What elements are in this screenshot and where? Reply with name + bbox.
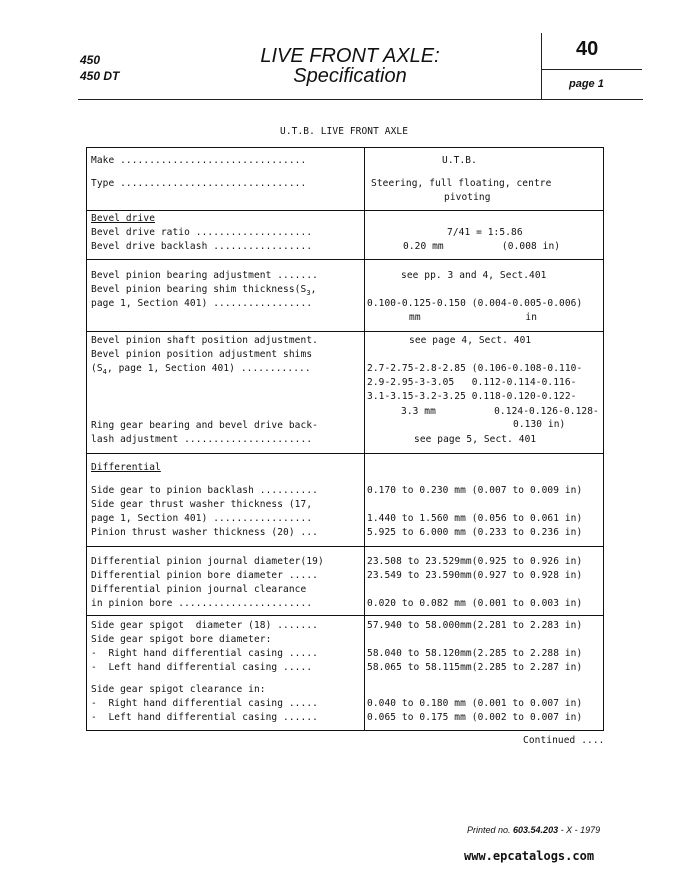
pinion-thrust-value: 5.925 to 6.000 mm (0.233 to 0.236 in) <box>367 527 583 538</box>
shim-thickness-value: 0.100-0.125-0.150 (0.004-0.005-0.006) <box>367 298 583 309</box>
header-bottom-rule <box>78 99 643 100</box>
bevel-backlash-label: Bevel drive backlash ................. <box>91 241 313 252</box>
pinion-shaft-value: see page 4, Sect. 401 <box>409 335 532 346</box>
row-divider <box>87 546 603 547</box>
table-caption: U.T.B. LIVE FRONT AXLE <box>280 126 409 137</box>
spigot-clearance-lh-label: - Left hand differential casing ...... <box>91 712 318 723</box>
type-value-1: Steering, full floating, centre <box>371 178 552 189</box>
spigot-bore-rh-value: 58.040 to 58.120mm(2.285 to 2.288 in) <box>367 648 583 659</box>
journal-clearance-label-1: Differential pinion journal clearance <box>91 584 307 595</box>
spigot-bore-rh-label: - Right hand differential casing ..... <box>91 648 318 659</box>
row-divider <box>87 259 603 260</box>
pinion-bore-value: 23.549 to 23.590mm(0.927 to 0.928 in) <box>367 570 583 581</box>
spigot-diameter-value: 57.940 to 58.000mm(2.281 to 2.283 in) <box>367 620 583 631</box>
header-divider <box>541 33 542 99</box>
spigot-bore-lh-value: 58.065 to 58.115mm(2.285 to 2.287 in) <box>367 662 583 673</box>
pinion-bore-label: Differential pinion bore diameter ..... <box>91 570 318 581</box>
side-gear-thrust-label-1: Side gear thrust washer thickness (17, <box>91 499 313 510</box>
pinion-bearing-label: Bevel pinion bearing adjustment ....... <box>91 270 318 281</box>
column-divider <box>364 148 365 730</box>
row-divider <box>87 615 603 616</box>
pinion-shims-value-1: 2.7-2.75-2.8-2.85 (0.106-0.108-0.110- <box>367 363 583 374</box>
spec-table <box>86 147 604 731</box>
pinion-shaft-label: Bevel pinion shaft position adjustment. <box>91 335 318 346</box>
pinion-shims-value-5: 0.130 in) <box>513 419 566 430</box>
continued-note: Continued .... <box>523 735 605 746</box>
page-number: page 1 <box>569 78 604 90</box>
pinion-thrust-label: Pinion thrust washer thickness (20) ... <box>91 527 318 538</box>
spigot-diameter-label: Side gear spigot diameter (18) ....... <box>91 620 318 631</box>
type-value-2: pivoting <box>444 192 491 203</box>
model-number: 450 <box>80 53 101 67</box>
printed-number: Printed no. 603.54.203 - X - 1979 <box>467 825 601 835</box>
side-gear-thrust-value: 1.440 to 1.560 mm (0.056 to 0.061 in) <box>367 513 583 524</box>
spigot-clearance-rh-label: - Right hand differential casing ..... <box>91 698 318 709</box>
pinion-shims-value-3: 3.1-3.15-3.2-3.25 0.118-0.120-0.122- <box>367 391 577 402</box>
spigot-clearance-lh-value: 0.065 to 0.175 mm (0.002 to 0.007 in) <box>367 712 583 723</box>
journal-diameter-label: Differential pinion journal diameter(19) <box>91 556 324 567</box>
shim-thickness-label-1: Bevel pinion bearing shim $thickness(S_3$, <box>91 284 317 297</box>
journal-clearance-value: 0.020 to 0.082 mm (0.001 to 0.003 in) <box>367 598 583 609</box>
ring-gear-value: see page 5, Sect. 401 <box>414 434 537 445</box>
side-gear-backlash-label: Side gear to pinion backlash .......... <box>91 485 318 496</box>
side-gear-backlash-value: 0.170 to 0.230 mm (0.007 to 0.009 in) <box>367 485 583 496</box>
pinion-bearing-value: see pp. 3 and 4, Sect.401 <box>401 270 547 281</box>
bevel-ratio-label: Bevel drive ratio .................... <box>91 227 313 238</box>
spigot-bore-label: Side gear spigot bore diameter: <box>91 634 272 645</box>
make-label: Make ................................ <box>91 155 307 166</box>
journal-clearance-label-2: in pinion bore ....................... <box>91 598 313 609</box>
page-title: LIVE FRONT AXLE: <box>260 45 440 67</box>
bevel-drive-heading: Bevel drive <box>91 213 156 224</box>
row-divider <box>87 210 603 211</box>
pinion-shims-label-1: Bevel pinion position adjustment shims <box>91 349 313 360</box>
make-value: U.T.B. <box>442 155 477 166</box>
differential-heading: Differential <box>91 462 161 473</box>
journal-diameter-value: 23.508 to 23.529mm(0.925 to 0.926 in) <box>367 556 583 567</box>
row-divider <box>87 331 603 332</box>
ring-gear-label-2: lash adjustment ...................... <box>91 434 313 445</box>
website-watermark: www.epcatalogs.com <box>464 849 595 863</box>
side-gear-thrust-label-2: page 1, Section 401) ................. <box>91 513 313 524</box>
header-section-rule <box>541 69 642 70</box>
row-divider <box>87 453 603 454</box>
page-subtitle: Specification <box>293 65 407 87</box>
section-number: 40 <box>576 38 599 60</box>
spigot-clearance-rh-value: 0.040 to 0.180 mm (0.001 to 0.007 in) <box>367 698 583 709</box>
shim-thickness-label-2: page 1, Section 401) ................. <box>91 298 313 309</box>
spigot-clearance-label: Side gear spigot clearance in: <box>91 684 266 695</box>
model-number-dt: 450 DT <box>80 69 120 83</box>
pinion-shims-value-2: 2.9-2.95-3-3.05 0.112-0.114-0.116- <box>367 377 577 388</box>
bevel-backlash-value: 0.20 mm (0.008 in) <box>403 241 561 252</box>
spigot-bore-lh-label: - Left hand differential casing ..... <box>91 662 313 673</box>
ring-gear-label-1: Ring gear bearing and bevel drive back- <box>91 420 318 431</box>
shim-thickness-units: mm in <box>409 312 538 323</box>
type-label: Type ................................ <box>91 178 307 189</box>
bevel-ratio-value: 7/41 = 1:5.86 <box>447 227 523 238</box>
pinion-shims-value-4: 3.3 mm 0.124-0.126-0.128- <box>401 406 599 417</box>
pinion-shims-label-2: ($S_4$, page 1, Section 401) ............ <box>91 363 311 376</box>
